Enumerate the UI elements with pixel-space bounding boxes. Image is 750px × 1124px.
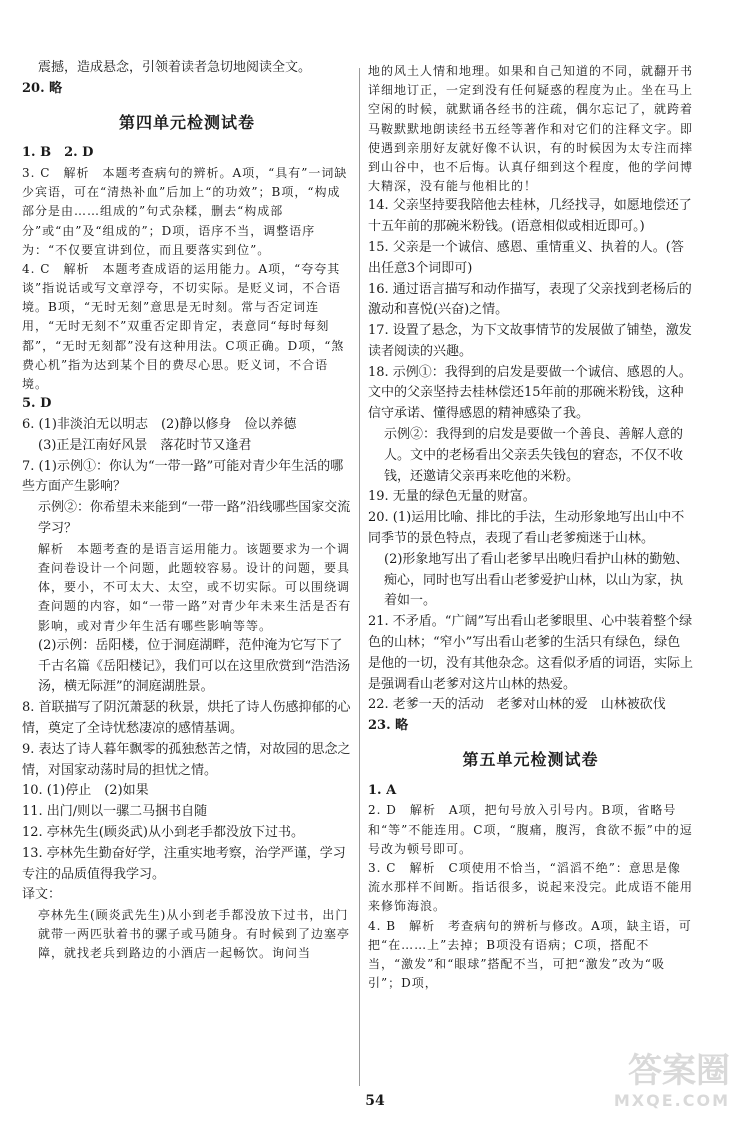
answer-line: (2)示例：岳阳楼，位于洞庭湖畔，范仲淹为它写下了千古名篇《岳阳楼记》，我们可以在这里欣赏到“浩浩汤汤，横无际涯”的洞庭湖胜景。 (38, 637, 351, 695)
answer-line: (3)正是江南好风景 落花时节又逢君 (38, 437, 252, 453)
answer-line: 17. 设置了悬念，为下文故事情节的发展做了铺垫，激发读者阅读的兴趣。 (368, 323, 692, 359)
answer-line: 地的风土人情和地理。如果和自己知道的不同，就翻开书详细地订正，一定到没有任何疑惑的程度为止。坐在马上空闲的时候，就默诵各经书的注疏，偶尔忘记了，就跨着马鞍默默地朗读经书五经等著作和对它们的注释文字。即使遇到亲朋好友就好像不认识，有的时候因为太专注而摔到山谷中，也不后悔。认真仔细到这个程度，他的学问博大精深，没有能与他相比的！ (368, 64, 694, 194)
answer-line: 16. 通过语言描写和动作描写，表现了父亲找到老杨后的激动和喜悦(兴奋)之情。 (368, 281, 692, 318)
section-heading: 第五单元检测试卷 (462, 750, 599, 770)
answer-line: 14. 父亲坚持要我陪他去桂林，几经找寻，如愿地偿还了十五年前的那碗米粉钱。(语意相似或相近即可。) (368, 198, 692, 235)
right-column (368, 62, 693, 993)
answer-line: 译文： (22, 887, 62, 903)
answer-line: 12. 亭林先生(顾炎武)从小到老手都没放下过书。 (22, 824, 304, 840)
answer-line: 20. 略 (22, 80, 63, 96)
answer-line: (2)形象地写出了看山老爹早出晚归看护山林的勤勉、痴心，同时也写出看山老爹爱护山林，以山为家，执着如一。 (384, 551, 689, 609)
answer-line: 6. (1)非淡泊无以明志 (2)静以修身 俭以养德 (22, 417, 297, 433)
answer-line: 10. (1)停止 (2)如果 (22, 783, 149, 799)
answer-line: 13. 亭林先生勤奋好学，注重实地考察，治学严谨，学习专注的品质值得我学习。 (22, 845, 346, 882)
answer-line: 4. C 解析 本题考查成语的运用能力。A项，“夸夸其谈”指说话或写文章浮夸，不切实际。是贬义词，不合语境。B项，“无时无刻”意思是无时刻。常与否定词连用，“无时无刻不”双重否定即肯定，表意同“每时每刻都”，“无时无刻都”没有这种用法。C项正确。D项，“煞费心机”指为达到某个目的费尽心思。贬义词，不合语境。 (22, 261, 345, 392)
answer-line: 3. C 解析 本题考查病句的辨析。A项，“具有”一词缺少宾语，可在“清热补血”后加上“的功效”；B项，“构成部分是由……组成的”句式杂糅，删去“构成部分”或“由”及“组成的”；D项，语序不当，调整语序为：“不仅要宣讲到位，而且要落实到位”。 (22, 165, 348, 257)
answer-line: 20. (1)运用比喻、排比的手法，生动形象地写出山中不同季节的景色特点，表现了看山老爹痴迷于山林。 (368, 510, 685, 547)
watermark (613, 1051, 730, 1114)
answer-line: 5. D (22, 396, 52, 412)
section-heading: 第四单元检测试卷 (118, 112, 255, 132)
answer-line: 23. 略 (368, 718, 409, 734)
answer-line: 18. 示例①：我得到的启发是要做一个诚信、感恩的人。文中的父亲坚持去桂林偿还15年前的那碗米粉钱，这种信守承诺、懂得感恩的精神感染了我。 (368, 364, 692, 422)
answer-line: 19. 无量的绿色无量的财富。 (368, 489, 536, 505)
answer-line: 15. 父亲是一个诚信、感恩、重情重义、执着的人。(答出任意3个词即可) (368, 239, 684, 276)
watermark-logo-text: 答案圈 (628, 1051, 730, 1092)
answer-line: 22. 老爹一天的活动 老爹对山林的爱 山林被砍伐 (368, 697, 666, 713)
answer-line: 亭林先生(顾炎武先生)从小到老手都没放下过书，出门就带一两匹驮着书的骡子或马随身。有时候到了边塞亭障，就找老兵到路边的小酒店一起畅饮。询问当 (38, 908, 351, 961)
answer-line: 解析 本题考查的是语言运用能力。该题要求为一个调查问卷设计一个问题，此题较容易。设计的问题，要具体，要小，不可太大、太空，或不切实际。可以围绕调查问题的内容，如“一带一路”对青少年未来生活是否有影响，或对青少年生活有哪些影响等等。 (38, 541, 352, 633)
watermark-url: MXQE.COM (613, 1091, 730, 1111)
page-number: 54 (365, 1093, 385, 1109)
answer-line: 示例②：我得到的启发是要做一个善良、善解人意的人。文中的老杨看出父亲丢失钱包的窘态，不仅不收钱，还邀请父亲再来吃他的米粉。 (384, 427, 684, 484)
answer-line: 4. B 解析 考查病句的辨析与修改。A项，缺主语，可把“在……上”去掉；B项没有语病；C项，搭配不当，“激发”和“眼球”搭配不当，可把“激发”改为“吸引”；D项， (368, 918, 692, 991)
answer-line: 2. D 解析 A项，把句号放入引号内。B项，省略号和“等”不能连用。C项，“腹痛，腹泻，食欲不振”中的逗号改为顿号即可。 (368, 803, 693, 856)
answer-line: 示例②：你希望未来能到“一带一路”沿线哪些国家交流学习？ (38, 500, 351, 537)
answer-line: 1. B 2. D (22, 145, 94, 161)
answer-line: 8. 首联描写了阴沉萧瑟的秋景，烘托了诗人伤感抑郁的心情，奠定了全诗忧愁凄凉的感情基调。 (22, 700, 351, 736)
answer-line: 7. (1)示例①：你认为“一带一路”可能对青少年生活的哪些方面产生影响？ (22, 458, 344, 495)
answer-line: 3. C 解析 C项使用不恰当，“滔滔不绝”：意思是像流水那样不间断。指话很多，说起来没完。此成语不能用来修饰海浪。 (368, 860, 694, 914)
column-divider (359, 68, 360, 1086)
answer-line: 1. A (368, 782, 397, 798)
answer-line: 9. 表达了诗人暮年飘零的孤独愁苦之情，对故园的思念之情，对国家动荡时局的担忧之情。 (22, 741, 351, 778)
left-column (22, 58, 352, 964)
answer-line: 震撼，造成悬念，引领着读者急切地阅读全文。 (38, 60, 312, 75)
answer-line: 21. 不矛盾。“广阔”写出看山老爹眼里、心中装着整个绿色的山林；“窄小”写出看山老爹的生活只有绿色，绿色是他的一切，没有其他杂念。这看似矛盾的词语，实际上是强调看山老爹对这片山林的热爱。 (368, 614, 694, 692)
answer-line: 11. 出门/则以一骡二马捆书自随 (22, 804, 208, 820)
